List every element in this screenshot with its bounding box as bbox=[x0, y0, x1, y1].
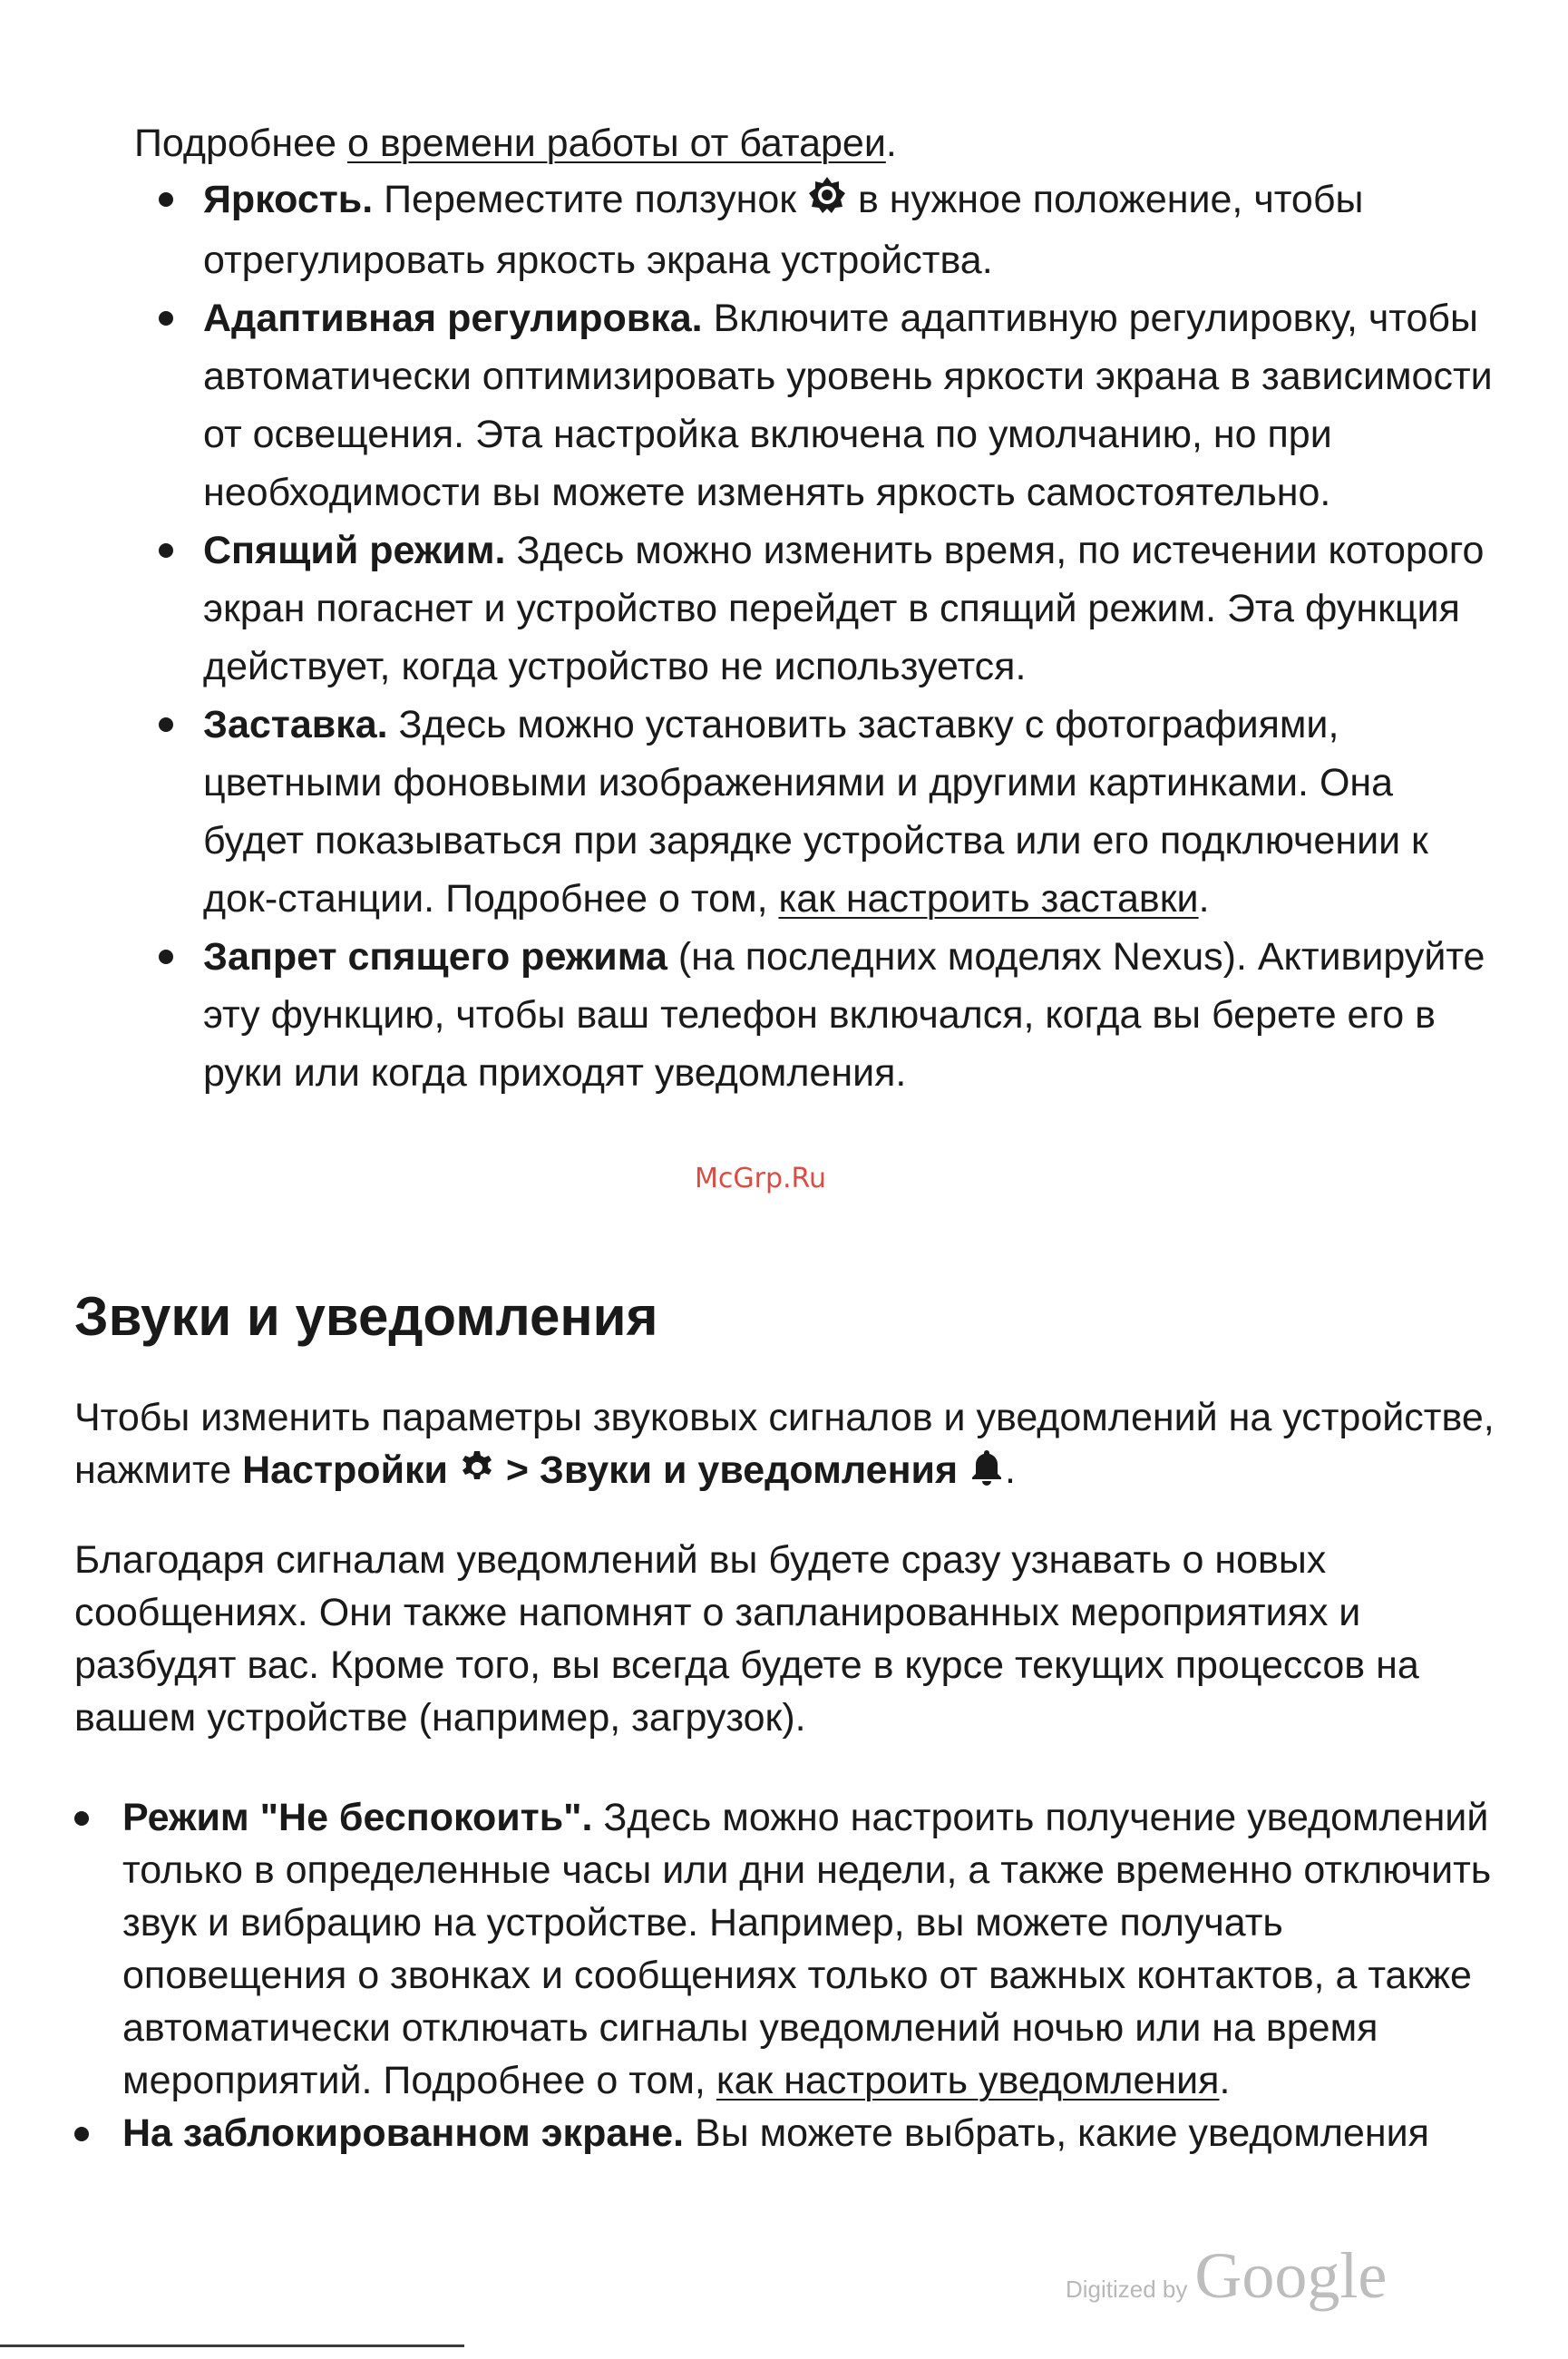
intro-prefix: Подробнее bbox=[134, 122, 347, 165]
list-item-adaptive: Адаптивная регулировка. Включите адаптивную регулировку, чтобы автоматически оптимизировать уровень яркости экрана в зависимости от освещения. Эта настройка включена по умолчанию, но при необходимости вы можете изменять яркость самостоятельно. bbox=[151, 289, 1493, 522]
digitized-by-google-logo: Digitized by Google bbox=[1066, 2239, 1388, 2312]
intro-line: Подробнее о времени работы от батареи. bbox=[134, 122, 897, 165]
display-settings-list bbox=[151, 171, 1493, 1102]
bell-icon bbox=[969, 1447, 1005, 1499]
bottom-divider bbox=[0, 2344, 464, 2347]
section-heading: Звуки и уведомления bbox=[74, 1286, 658, 1347]
settings-path-paragraph: Чтобы изменить параметры звуковых сигналов и уведомлений на устройстве, нажмите Настройки > Звуки и уведомления . bbox=[74, 1391, 1498, 1499]
list-item-daydream: Заставка. Здесь можно установить заставку с фотографиями, цветными фоновыми изображениями и другими картинками. Она будет показываться при зарядке устройства или его подключении к док-станции. Подробнее о том, как настроить заставки. bbox=[151, 696, 1493, 928]
settings-gear-icon bbox=[459, 1447, 495, 1499]
notification-settings-list bbox=[63, 1791, 1514, 2159]
list-item-brightness: Яркость. Переместите ползунок в нужное положение, чтобы отрегулировать яркость экрана устройства. bbox=[151, 171, 1493, 289]
notifications-description: Благодаря сигналам уведомлений вы будете сразу узнавать о новых сообщениях. Они также напомнят о запланированных мероприятиях и разбудят вас. Кроме того, вы всегда будете в курсе текущих процессов на вашем устройстве (например, загрузок). bbox=[74, 1538, 1419, 1740]
list-item-sleep: Спящий режим. Здесь можно изменить время, по истечении которого экран погаснет и устройство перейдет в спящий режим. Эта функция действует, когда устройство не используется. bbox=[151, 522, 1493, 696]
list-item-lock-screen: На заблокированном экране. Вы можете выбрать, какие уведомления bbox=[63, 2107, 1514, 2159]
list-item-ambient: Запрет спящего режима (на последних моделях Nexus). Активируйте эту функцию, чтобы ваш телефон включался, когда вы берете его в руки или когда приходят уведомления. bbox=[151, 928, 1493, 1102]
notifications-setup-link[interactable]: как настроить уведомления bbox=[716, 2059, 1220, 2102]
battery-life-link[interactable]: о времени работы от батареи bbox=[346, 122, 886, 165]
brightness-icon bbox=[807, 173, 847, 231]
list-item-do-not-disturb: Режим "Не беспокоить". Здесь можно настроить получение уведомлений только в определенные часы или дни недели, а также временно отключить звук и вибрацию на устройстве. Например, вы можете получать оповещения о звонках и сообщениях только от важных контактов, а также автоматически отключать сигналы уведомлений ночью или на время мероприятий. Подробнее о том, как настроить уведомления. bbox=[63, 1791, 1514, 2107]
watermark-text: McGrp.Ru bbox=[695, 1163, 827, 1194]
daydream-setup-link[interactable]: как настроить заставки bbox=[778, 876, 1199, 921]
